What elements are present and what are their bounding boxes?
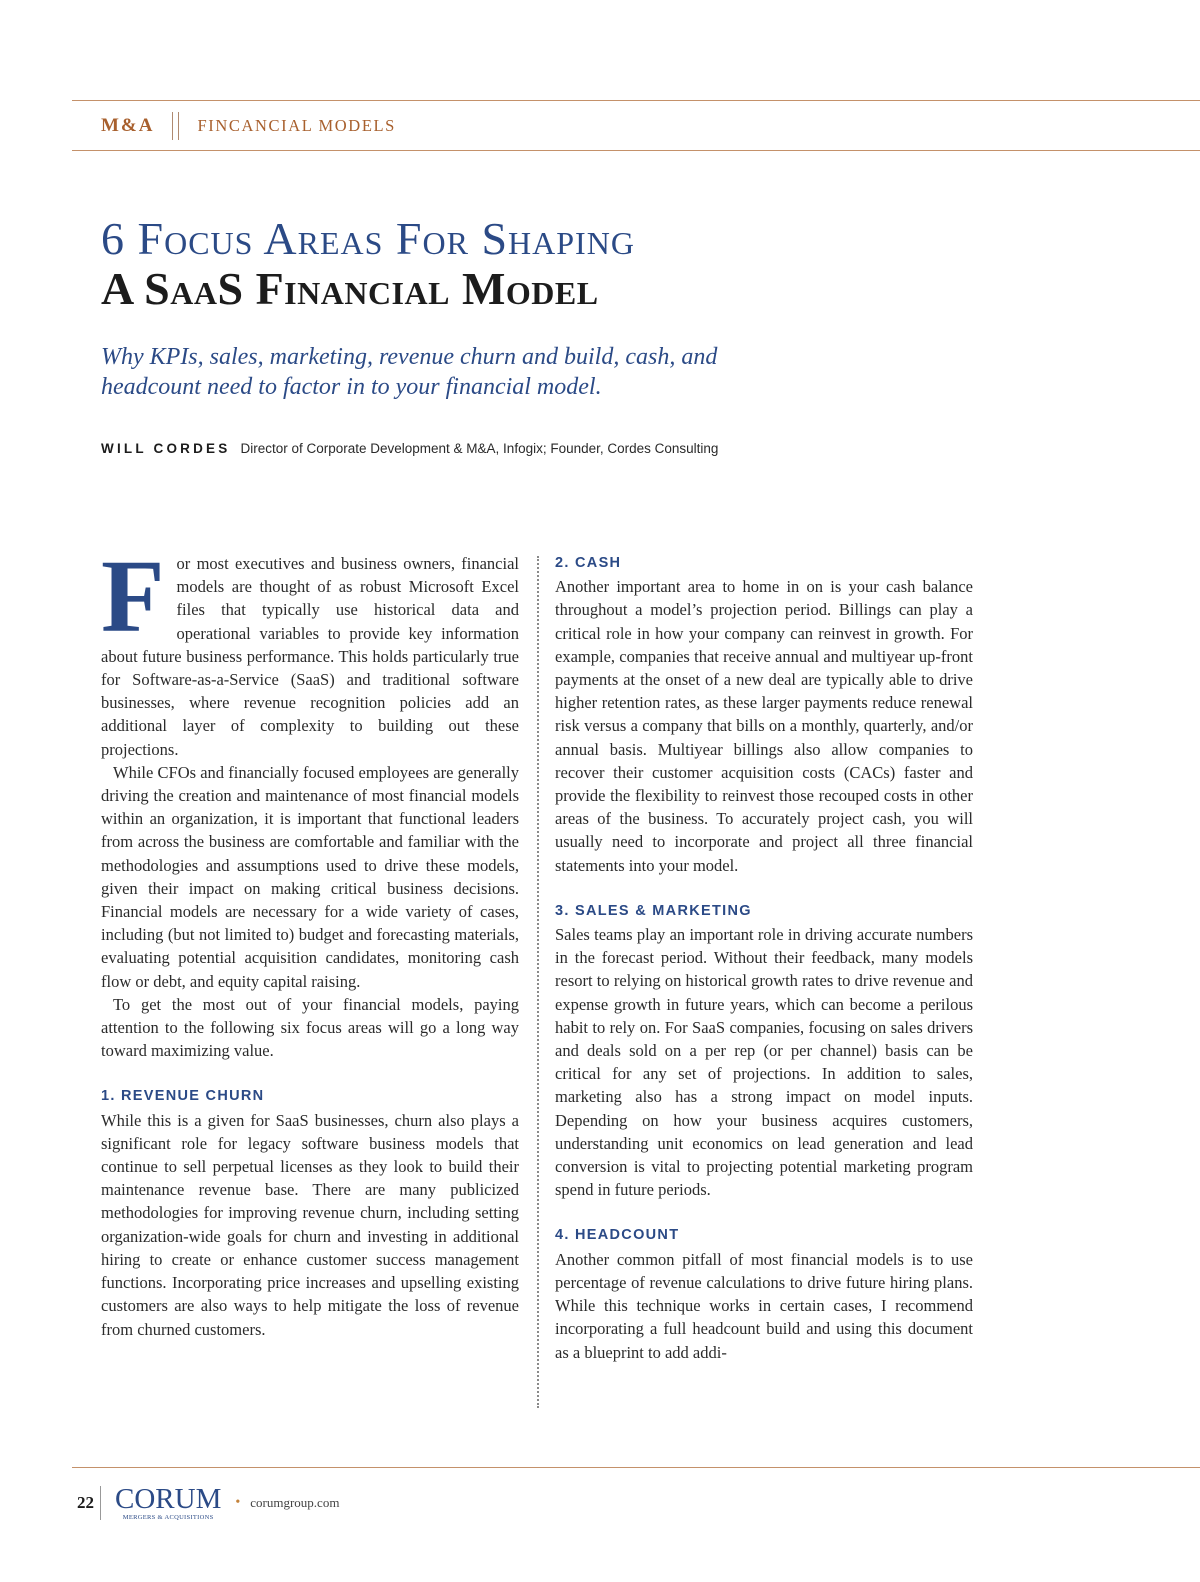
section-text-sales-marketing: Sales teams play an important role in driving accurate numbers in the forecast period. Without their feedback, many models resort to relying on historical growth rates to drive revenue and expense growth in future years, which can become a perilous habit to rely on. For SaaS companies, focusing on sales drivers and deals sold on a per rep (or per channel) basis can be critical for any set of projections. In addition to sales, marketing also has a strong impact on model inputs. Depending on how your business acquires customers, understanding unit economics on lead generation and lead conversion is vital to projecting potential marketing program spend in future periods. — [555, 925, 973, 1200]
logo-tagline: MERGERS & ACQUISITIONS — [122, 1513, 214, 1521]
intro-paragraph-1-text: or most executives and business owners, financial models are thought of as robust Microsoft Excel files that typically use historical data and operational variables to provide key information about future business performance. This holds particularly true for Software-as-a-Service (SaaS) and traditional software businesses, where revenue recognition policies add an additional layer of complexity to building out these projections. — [101, 554, 519, 759]
section-text-headcount: Another common pitfall of most financial models is to use percentage of revenue calculations to drive future hiring plans. While this technique works in certain cases, I recommend incorporating a full headcount build and using this document as a blueprint to add addi- — [555, 1249, 973, 1362]
website-link[interactable]: corumgroup.com — [250, 1495, 340, 1510]
footer-rule — [72, 1467, 1200, 1468]
running-header — [101, 113, 396, 139]
section-heading-cash: 2. CASH — [555, 555, 622, 571]
section-text-revenue-churn: While this is a given for SaaS businesses, churn also plays a significant role for legacy software business models that continue to sell perpetual licenses as they look to build their maintenance revenue base. There are many publicized methodologies for improving revenue churn, including setting organization-wide goals for churn and investing in additional hiring to create or enhance customer success management functions. Incorporating price increases and upselling existing customers are also ways to help mitigate the loss of revenue from churned customers. — [101, 1110, 519, 1339]
right-column — [555, 552, 973, 1364]
section-heading-headcount: 4. HEADCOUNT — [555, 1227, 680, 1244]
logo-wordmark: CORUM — [115, 1482, 222, 1515]
subsection-label: FINCANCIAL MODELS — [197, 116, 396, 135]
author-role: Director of Corporate Development & M&A, Infogix; Founder, Cordes Consulting — [240, 441, 719, 456]
article-title-line1: 6 Focus Areas For Shaping — [101, 213, 635, 264]
bullet-icon: • — [235, 1495, 241, 1510]
left-column — [101, 539, 519, 1341]
header-separator — [172, 112, 179, 140]
byline — [101, 440, 718, 458]
section-label: M&A — [101, 115, 155, 136]
footer-separator — [100, 1486, 101, 1520]
intro-paragraph-3: To get the most out of your financial models, paying attention to the following six focus areas will go a long way toward maximizing value. — [101, 994, 519, 1061]
section-heading-sales-marketing: 3. SALES & MARKETING — [555, 902, 752, 919]
page-number: 22 — [77, 1493, 94, 1512]
page-footer — [72, 1482, 340, 1521]
drop-cap: F — [101, 539, 165, 654]
header-top-rule — [72, 100, 1200, 101]
section-text-cash: Another important area to home in on is your cash balance throughout a model’s projection period. Billings can play a critical role in how your company can reinvest in growth. For example, companies that receive annual and multiyear up-front payments at the onset of a new deal are typically able to drive higher retention rates, as these larger payments reduce renewal risk versus a company that bills on a monthly, quarterly, and/or annual basis. Multiyear billings also allow companies to recover their customer acquisition costs (CACs) faster and provide the flexibility to reinvest those recouped costs in other areas of the business. To accurately project cash, you will usually need to incorporate and project all three financial statements into your model. — [555, 577, 973, 875]
article-subtitle: Why KPIs, sales, marketing, revenue churn and build, cash, and headcount need to factor in to your financial model. — [101, 344, 718, 400]
column-divider — [537, 556, 539, 1408]
section-heading-revenue-churn: 1. REVENUE CHURN — [101, 1088, 265, 1105]
header-bottom-rule — [72, 150, 1200, 151]
author-name: WILL CORDES — [101, 441, 231, 456]
corum-logo — [115, 1482, 222, 1521]
intro-paragraph-2: While CFOs and financially focused employees are generally driving the creation and maintenance of most financial models within an organization, it is important that functional leaders from across the business are comfortable and familiar with the methodologies and assumptions used to drive these models, given their impact on making critical business decisions. Financial models are necessary for a wide variety of cases, including (but not limited to) budget and forecasting materials, evaluating potential acquisition candidates, monitoring cash flow or debt, and equity capital raising. — [101, 762, 519, 991]
article-title-line2: A SaaS Financial Model — [101, 263, 599, 314]
intro-paragraph-1 — [101, 539, 519, 761]
